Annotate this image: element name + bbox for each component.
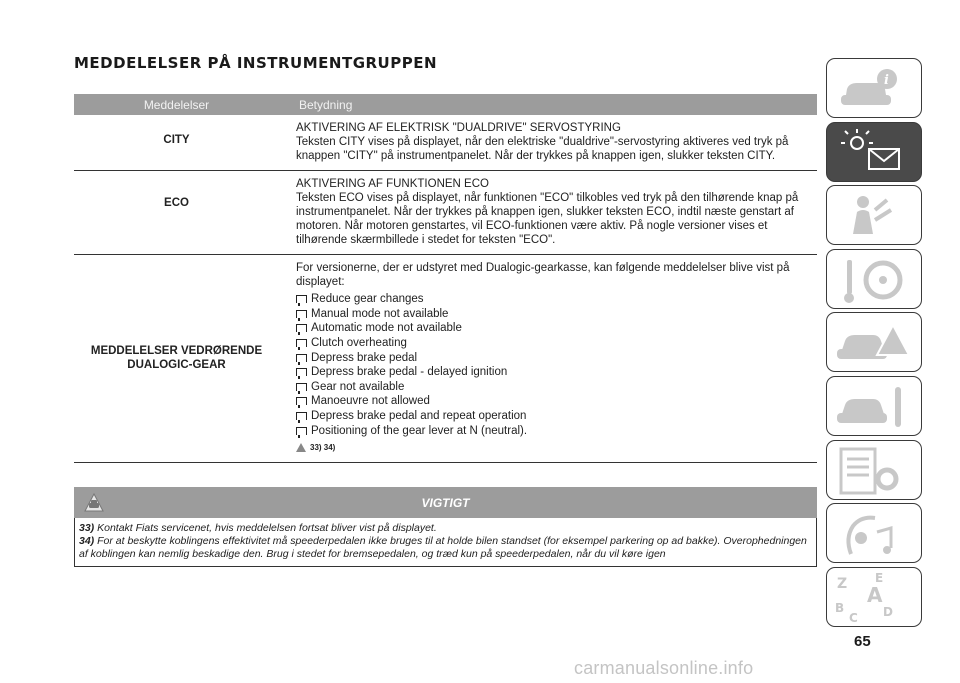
meaning-heading: AKTIVERING AF ELEKTRISK "DUALDRIVE" SERVOSTYRING — [296, 122, 621, 134]
message-name: CITY — [163, 134, 190, 146]
svg-text:D: D — [883, 604, 893, 619]
emergency-icon — [827, 313, 923, 373]
gear-display-icon — [296, 427, 307, 435]
gear-display-icon — [296, 368, 307, 376]
header-meaning: Betydning — [299, 97, 353, 112]
warning-note — [79, 535, 812, 561]
svg-text:C: C — [849, 610, 858, 625]
message-meaning — [279, 177, 817, 247]
list-item-text: Depress brake pedal - delayed ignition — [311, 366, 508, 379]
multimedia-icon — [827, 504, 923, 564]
gear-display-icon — [296, 354, 307, 362]
warning-box — [74, 487, 817, 567]
table-row — [74, 171, 817, 255]
note-text: For at beskytte koblingens effektivitet må speederpedalen ikke bruges til at holde bilen standset (for eksempel parkering op ad bakke). Overophedningen af koblingen kan nemlig beskadige den. Brug i stedet for bremsepedalen, og træd kun på speederpedalen, når du vil køre igen — [79, 535, 807, 560]
list-item-text: Depress brake pedal — [311, 351, 418, 364]
meaning-heading: AKTIVERING AF FUNKTIONEN ECO — [296, 178, 489, 190]
message-meaning — [279, 261, 817, 455]
tab-emergency[interactable] — [826, 312, 922, 372]
svg-text:E: E — [875, 570, 884, 585]
note-references — [296, 441, 817, 455]
warning-note — [79, 522, 812, 535]
header-messages: Meddelelser — [143, 97, 210, 112]
tab-safety[interactable] — [826, 185, 922, 245]
tab-car-info[interactable] — [826, 58, 922, 118]
list-item-text: Depress brake pedal and repeat operation — [311, 410, 527, 423]
meaning-text: Teksten ECO vises på displayet, når funktionen "ECO" tilkobles ved tryk på den tilhørende knap på instrumentpanelet. Når der trykkes på knappen igen, slukker teksten ECO, indtil næste genstart af motoren. Når motoren genstartes, vil ECO-funktionen være aktiv. På nogle versioner vises et tilhørende skærmbillede i stedet for teksten "ECO". — [296, 192, 799, 246]
note-reference-numbers: 33) 34) — [310, 442, 336, 452]
tab-technical-data[interactable] — [826, 440, 922, 500]
list-item — [296, 336, 817, 351]
svg-text:Z: Z — [837, 575, 848, 592]
message-meaning — [279, 121, 817, 163]
page-title: MEDDELELSER PÅ INSTRUMENTGRUPPEN — [74, 54, 438, 72]
car-info-icon — [827, 59, 923, 119]
list-item — [296, 380, 817, 395]
svg-text:i: i — [884, 73, 889, 88]
table-header — [74, 94, 817, 115]
svg-text:A: A — [867, 582, 883, 607]
starting-driving-icon — [827, 250, 923, 310]
list-item — [296, 292, 817, 307]
message-name: ECO — [164, 197, 189, 209]
gear-display-icon — [296, 324, 307, 332]
gear-display-icon — [296, 339, 307, 347]
list-item — [296, 307, 817, 322]
gear-display-icon — [296, 310, 307, 318]
note-number: 34) — [79, 535, 95, 547]
warning-title: VIGTIGT — [421, 496, 470, 510]
maintenance-icon — [827, 377, 923, 437]
gear-display-icon — [296, 412, 307, 420]
chapter-tabs — [826, 58, 924, 630]
list-item — [296, 394, 817, 409]
warning-body — [74, 518, 817, 567]
meaning-intro: For versionerne, der er udstyret med Dualogic-gearkasse, kan følgende meddelelser blive vist på displayet: — [296, 262, 790, 288]
dualogic-message-list — [296, 292, 817, 438]
tab-warning-lights[interactable] — [826, 122, 922, 182]
note-number: 33) — [79, 522, 95, 534]
list-item-text: Gear not available — [311, 380, 405, 393]
safety-icon — [827, 186, 923, 246]
tab-maintenance[interactable] — [826, 376, 922, 436]
index-icon — [827, 568, 923, 628]
list-item-text: Clutch overheating — [311, 337, 407, 350]
list-item-text: Manual mode not available — [311, 307, 449, 320]
warning-header — [74, 487, 817, 518]
page-number: 65 — [854, 633, 871, 650]
table-row — [74, 255, 817, 463]
list-item — [296, 321, 817, 336]
list-item-text: Reduce gear changes — [311, 293, 424, 306]
list-item-text: Manoeuvre not allowed — [311, 395, 430, 408]
warning-lights-icon — [827, 123, 923, 183]
list-item-text: Automatic mode not available — [311, 322, 462, 335]
messages-table — [74, 94, 817, 463]
technical-data-icon — [827, 441, 923, 501]
gear-display-icon — [296, 397, 307, 405]
warning-triangle-icon — [296, 443, 306, 452]
meaning-text: Teksten CITY vises på displayet, når den elektriske "dualdrive"-servostyring aktiveres ved tryk på knappen "CITY" på instrumentpanelet. Når der trykkes på knappen igen, slukker teksten CITY. — [296, 136, 789, 162]
list-item — [296, 365, 817, 380]
watermark: carmanualsonline.info — [574, 658, 754, 678]
table-row — [74, 115, 817, 171]
gear-display-icon — [296, 295, 307, 303]
note-text: Kontakt Fiats servicenet, hvis meddelelsen fortsat bliver vist på displayet. — [97, 522, 437, 534]
svg-text:B: B — [835, 600, 845, 615]
list-item — [296, 409, 817, 424]
message-name: MEDDELELSER VEDRØRENDE DUALOGIC-GEAR — [90, 344, 263, 371]
list-item-text: Positioning of the gear lever at N (neutral). — [311, 424, 528, 437]
tab-index[interactable] — [826, 567, 922, 627]
tab-starting-driving[interactable] — [826, 249, 922, 309]
tab-multimedia[interactable] — [826, 503, 922, 563]
list-item — [296, 350, 817, 365]
gear-display-icon — [296, 383, 307, 391]
list-item — [296, 423, 817, 438]
